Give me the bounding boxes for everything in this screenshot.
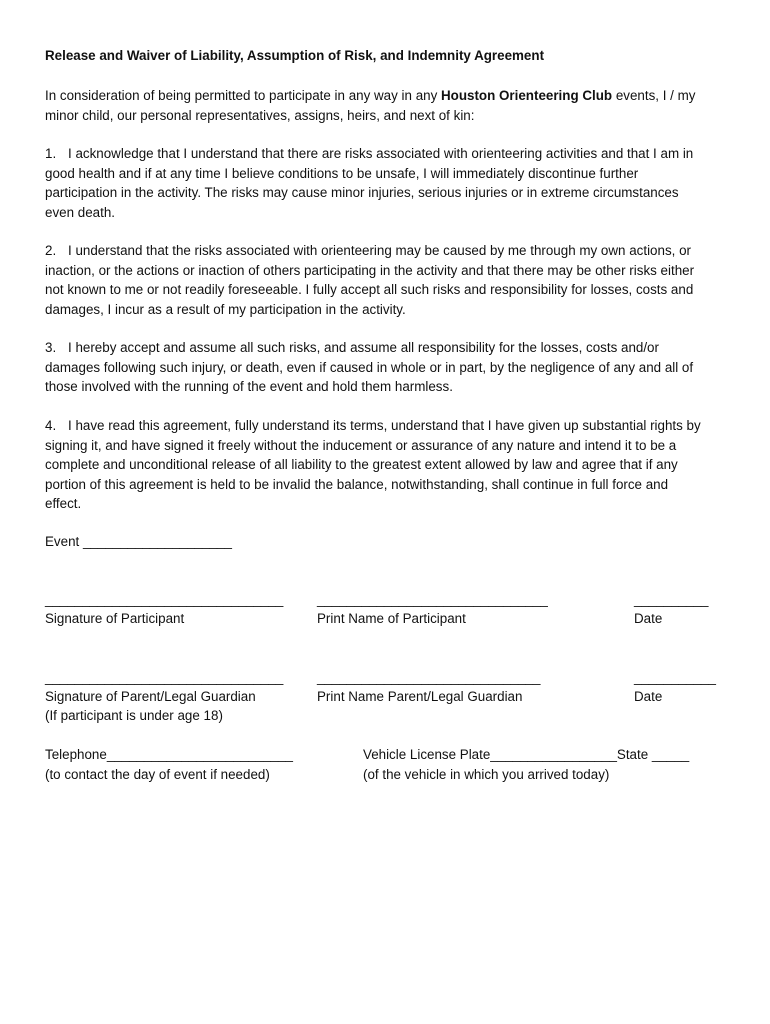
participant-signature-blank[interactable]: ________________________________ (45, 592, 284, 607)
state-blank[interactable]: _____ (651, 747, 690, 762)
clause-line: damages, I incur as a result of my participation in the activity. (45, 301, 406, 317)
clause-line: portion of this agreement is held to be invalid the balance, notwithstanding, shall continue in full force and (45, 476, 669, 492)
document-title: Release and Waiver of Liability, Assumption of Risk, and Indemnity Agreement (45, 48, 545, 63)
guardian-signature-label: Signature of Parent/Legal Guardian (45, 689, 256, 704)
event-blank[interactable]: ____________________ (82, 534, 232, 549)
clause-number: 2. (45, 243, 57, 258)
intro-text: In consideration of being permitted to participate in any way in any (45, 88, 441, 103)
telephone-note: (to contact the day of event if needed) (45, 767, 270, 782)
clause-line (45, 338, 725, 358)
telephone-label: Telephone (45, 747, 107, 762)
clause-line: good health and if at any time I believe conditions to be unsafe, I will immediately discontinue further (45, 165, 639, 181)
clause-3 (45, 338, 725, 397)
telephone-field[interactable] (45, 745, 293, 765)
state-label: State (616, 747, 652, 762)
event-label: Event (45, 534, 83, 549)
guardian-date-label: Date (634, 689, 663, 704)
vehicle-plate-note: (of the vehicle in which you arrived today) (363, 767, 610, 782)
guardian-name-label: Print Name Parent/Legal Guardian (317, 689, 523, 704)
clause-line: signing it, and have signed it freely without the inducement or assurance of any nature and intend it to be a (45, 437, 677, 453)
clause-1 (45, 144, 725, 222)
clause-line: those involved with the running of the event and hold them harmless. (45, 379, 453, 394)
clause-line: complete and unconditional release of all liability to the greatest extent allowed by law and agree that if any (45, 457, 678, 472)
clause-line: not known to me or not readily foreseeable. I fully accept all such risks and responsibility for losses, costs and (45, 282, 694, 297)
clause-text: I understand that the risks associated with orienteering may be caused by me through my own actions, or (68, 243, 691, 258)
clause-number: 1. (45, 146, 57, 161)
plate-label: Vehicle License Plate (363, 747, 491, 762)
clause-line: damages following such injury, or death, even if caused in whole or in part, by the negligence of any and all of (45, 359, 694, 375)
guardian-signature-note: (If participant is under age 18) (45, 708, 223, 723)
participant-name-label: Print Name of Participant (317, 611, 466, 626)
clause-line: inaction, or the actions or inaction of others participating in the activity and that there may be other risks either (45, 262, 695, 278)
clause-line: participation in the activity. The risks may cause minor injuries, serious injuries or in extreme circumstances (45, 185, 679, 200)
guardian-signature-blank[interactable]: ________________________________ (45, 670, 284, 685)
clause-line (45, 416, 725, 436)
event-field[interactable] (45, 532, 232, 552)
clause-line (45, 144, 725, 164)
clause-line: even death. (45, 204, 115, 220)
participant-date-blank[interactable]: __________ (634, 592, 709, 607)
clause-text: I have read this agreement, fully understand its terms, understand that I have given up substantial rights by (68, 418, 701, 433)
clause-text: I acknowledge that I understand that there are risks associated with orienteering activities and that I am in (68, 146, 694, 161)
intro-line-1 (45, 86, 725, 106)
clause-text: I hereby accept and assume all such risks, and assume all responsibility for the losses, costs and/or (68, 340, 659, 355)
guardian-date-blank[interactable]: ___________ (634, 670, 716, 685)
participant-date-label: Date (634, 611, 663, 626)
clause-line (45, 241, 725, 261)
clause-2 (45, 241, 725, 319)
participant-name-blank[interactable]: _______________________________ (317, 592, 548, 607)
intro-paragraph (45, 86, 725, 125)
clause-number: 3. (45, 340, 57, 355)
clause-number: 4. (45, 418, 57, 433)
vehicle-plate-field[interactable] (363, 745, 689, 765)
intro-text-end: events, I / my (612, 88, 696, 103)
participant-signature-label: Signature of Participant (45, 611, 185, 626)
clause-line: effect. (45, 496, 82, 511)
plate-blank[interactable]: _________________ (490, 747, 617, 762)
telephone-blank[interactable]: _________________________ (106, 747, 293, 762)
club-name: Houston Orienteering Club (441, 88, 613, 103)
guardian-name-blank[interactable]: ______________________________ (317, 670, 541, 685)
clause-4 (45, 416, 725, 514)
intro-line-2: minor child, our personal representatives, assigns, heirs, and next of kin: (45, 107, 475, 123)
